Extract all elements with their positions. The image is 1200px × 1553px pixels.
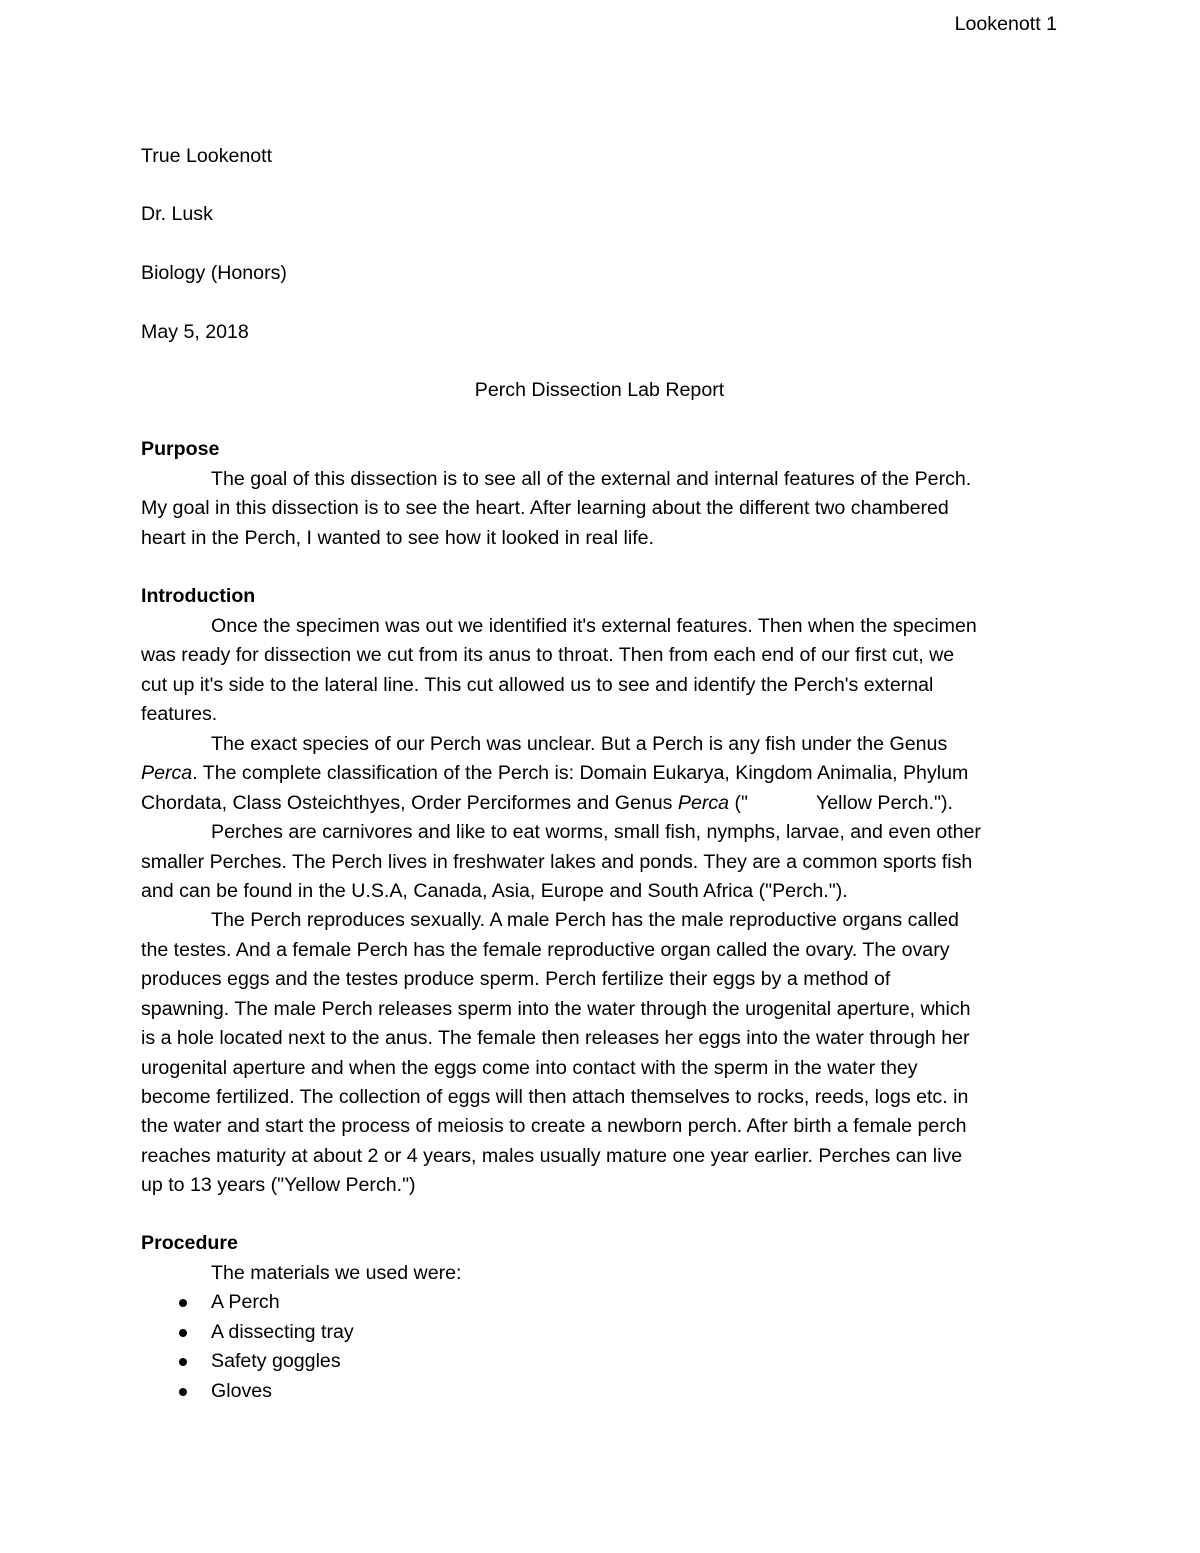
paragraph-text: (" xyxy=(729,792,749,814)
bullet-icon xyxy=(179,1329,187,1337)
paragraph-line: become fertilized. The collection of eggs will then attach themselves to rocks, reeds, logs etc. in xyxy=(141,1086,969,1108)
list-item-label: A Perch xyxy=(211,1291,280,1313)
list-item-label: Safety goggles xyxy=(211,1350,341,1372)
paragraph-line: reaches maturity at about 2 or 4 years, males usually mature one year earlier. Perches can live xyxy=(141,1145,963,1167)
report-title: Perch Dissection Lab Report xyxy=(474,379,725,401)
paragraph-line: produces eggs and the testes produce sperm. Perch fertilize their eggs by a method of xyxy=(141,968,891,990)
paragraph-line: features. xyxy=(141,703,218,725)
paragraph-line: is a hole located next to the anus. The female then releases her eggs into the water through her xyxy=(141,1027,970,1049)
paragraph-line: The goal of this dissection is to see all of the external and internal features of the Perch. xyxy=(211,468,972,490)
bullet-icon xyxy=(179,1299,187,1307)
paragraph-line: urogenital aperture and when the eggs come into contact with the sperm in the water they xyxy=(141,1057,918,1079)
section-heading-introduction: Introduction xyxy=(141,585,256,607)
bullet-icon xyxy=(179,1358,187,1366)
bullet-icon xyxy=(179,1388,187,1396)
paragraph-line: spawning. The male Perch releases sperm into the water through the urogenital aperture, which xyxy=(141,998,971,1020)
paragraph-text: . The complete classification of the Perch is: Domain Eukarya, Kingdom Animalia, Phylum xyxy=(192,762,969,784)
paragraph-line: The exact species of our Perch was unclear. But a Perch is any fish under the Genus xyxy=(211,733,948,755)
genus-italic: Perca xyxy=(677,792,730,814)
paragraph-line: up to 13 years ("Yellow Perch.") xyxy=(141,1174,416,1196)
instructor-name: Dr. Lusk xyxy=(141,203,213,225)
materials-intro: The materials we used were: xyxy=(211,1262,462,1284)
section-heading-procedure: Procedure xyxy=(141,1232,238,1254)
course-name: Biology (Honors) xyxy=(141,262,287,284)
list-item-label: Gloves xyxy=(211,1380,272,1402)
paragraph-line: smaller Perches. The Perch lives in freshwater lakes and ponds. They are a common sports fish xyxy=(141,851,973,873)
paragraph-line xyxy=(141,761,968,785)
paragraph-line: Perches are carnivores and like to eat worms, small fish, nymphs, larvae, and even other xyxy=(211,821,981,843)
section-heading-purpose: Purpose xyxy=(141,438,220,460)
paragraph-line: heart in the Perch, I wanted to see how it looked in real life. xyxy=(141,527,654,549)
list-item-label: A dissecting tray xyxy=(211,1321,354,1343)
paragraph-line: My goal in this dissection is to see the heart. After learning about the different two chambered xyxy=(141,497,949,519)
genus-italic: Perca xyxy=(141,762,193,784)
paragraph-line: Once the specimen was out we identified it's external features. Then when the specimen xyxy=(211,615,977,637)
paragraph-line: the water and start the process of meiosis to create a newborn perch. After birth a female perch xyxy=(141,1115,967,1137)
paragraph-line: was ready for dissection we cut from its anus to throat. Then from each end of our first cut, we xyxy=(141,644,955,666)
paragraph-text: Chordata, Class Osteichthyes, Order Perciformes and Genus xyxy=(141,792,678,814)
paragraph-line: The Perch reproduces sexually. A male Perch has the male reproductive organs called xyxy=(211,909,959,931)
paragraph-line xyxy=(141,791,953,815)
paragraph-line: the testes. And a female Perch has the female reproductive organ called the ovary. The ovary xyxy=(141,939,950,961)
paragraph-text: Yellow Perch."). xyxy=(816,792,953,814)
author-name: True Lookenott xyxy=(141,145,273,167)
report-date: May 5, 2018 xyxy=(141,321,249,343)
running-head: Lookenott 1 xyxy=(954,13,1057,35)
paragraph-line: cut up it's side to the lateral line. This cut allowed us to see and identify the Perch's external xyxy=(141,674,934,696)
paragraph-line: and can be found in the U.S.A, Canada, Asia, Europe and South Africa ("Perch."). xyxy=(141,880,848,902)
